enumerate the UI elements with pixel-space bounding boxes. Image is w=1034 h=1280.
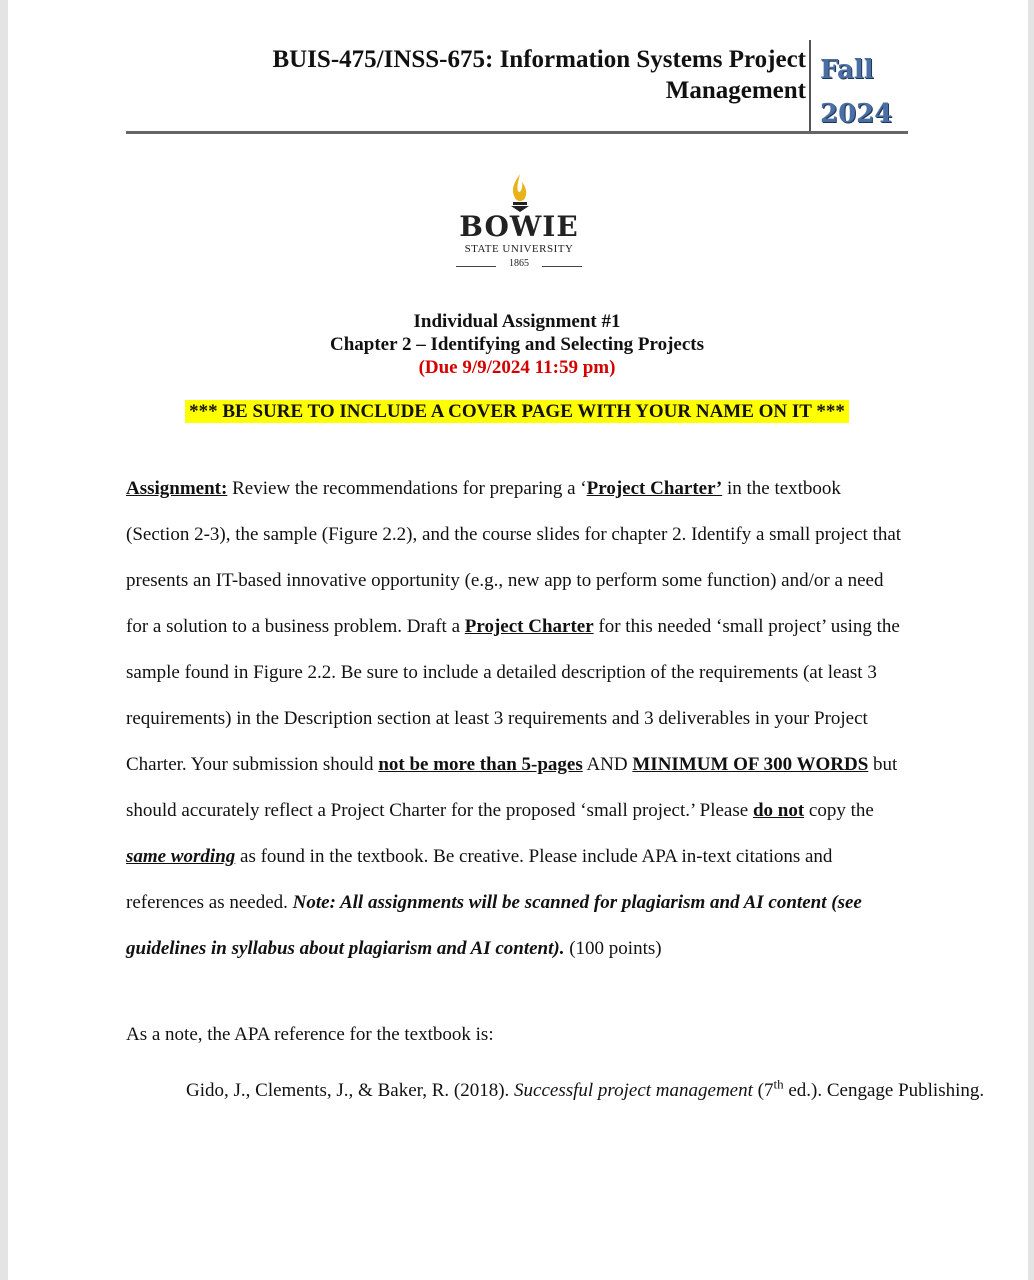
body-text-2: in the textbook (Section 2-3), the sample (Figure 2.2), and the course slides for chapter 2. Identify a small project that presents an IT-based innovative opportunity (e.g., new app to perform some function) and/or a need for a solution to a business problem. Draft a — [126, 478, 902, 637]
plagiarism-note: Note: All assignments will be scanned for plagiarism and AI content (see guidelines in syllabus about plagiarism and AI content). — [126, 892, 862, 959]
reference-edition-sup: th — [773, 1076, 784, 1092]
body-text-3: for this needed ‘small project’ using the sample found in Figure 2.2. Be sure to include a detailed description of the requirements (at least 3 requirements) in the Description section at least 3 requirements and 3 deliverables in your Project Charter. Your submission should — [126, 616, 900, 775]
body-text-1: Review the recommendations for preparing a ‘ — [227, 478, 587, 499]
assignment-number: Individual Assignment #1 — [413, 311, 621, 332]
body-text-6: copy the — [804, 800, 874, 821]
course-title-line1: BUIS-475/INSS-675: Information Systems Project — [272, 46, 806, 73]
reference-book-title: Successful project management — [514, 1080, 753, 1101]
project-charter-term: Project Charter’ — [586, 478, 723, 499]
header-rule — [126, 131, 908, 134]
project-charter-term-2: Project Charter — [464, 616, 594, 637]
course-title-line2: Management — [665, 77, 806, 104]
assignment-label: Assignment: — [126, 478, 228, 499]
word-minimum: MINIMUM OF 300 WORDS — [632, 754, 869, 775]
bowie-logo — [444, 172, 594, 272]
same-wording-emphasis: same wording — [126, 846, 236, 867]
assignment-title — [126, 310, 908, 379]
cover-page-banner — [126, 400, 908, 424]
body-text-4: AND — [582, 754, 633, 775]
logo-wordmark: BOWIE — [459, 210, 579, 243]
page-limit: not be more than 5-pages — [378, 754, 583, 775]
chapter-title: Chapter 2 – Identifying and Selecting Projects — [329, 334, 704, 355]
term-label — [820, 48, 892, 136]
due-date: (Due 9/9/2024 11:59 pm) — [418, 357, 616, 378]
reference-authors: Gido, J., Clements, J., & Baker, R. (2018). — [186, 1080, 515, 1101]
reference-edition-pre: (7 — [752, 1080, 774, 1101]
document-page — [8, 0, 1028, 1280]
reference-edition-post: ed.). Cengage Publishing. — [783, 1080, 985, 1101]
assignment-body — [126, 466, 908, 972]
logo-rule-right — [542, 266, 582, 267]
term-year: 2024 — [820, 99, 893, 129]
body-text-7: as found in the textbook. Be creative. Please include APA in-text citations and references as needed. — [126, 846, 833, 913]
header-divider — [809, 40, 811, 134]
logo-year: 1865 — [509, 258, 529, 269]
textbook-reference — [186, 1068, 986, 1114]
course-title — [126, 44, 806, 106]
cover-page-notice: *** BE SURE TO INCLUDE A COVER PAGE WITH YOUR NAME ON IT *** — [185, 400, 849, 423]
apa-note: As a note, the APA reference for the textbook is: — [126, 1024, 494, 1045]
logo-subtitle: STATE UNIVERSITY — [464, 243, 574, 255]
points: (100 points) — [564, 938, 662, 959]
body-text-5: but should accurately reflect a Project Charter for the proposed ‘small project.’ Please — [126, 754, 898, 821]
term-season: Fall — [820, 55, 874, 85]
do-not-emphasis: do not — [752, 800, 805, 821]
